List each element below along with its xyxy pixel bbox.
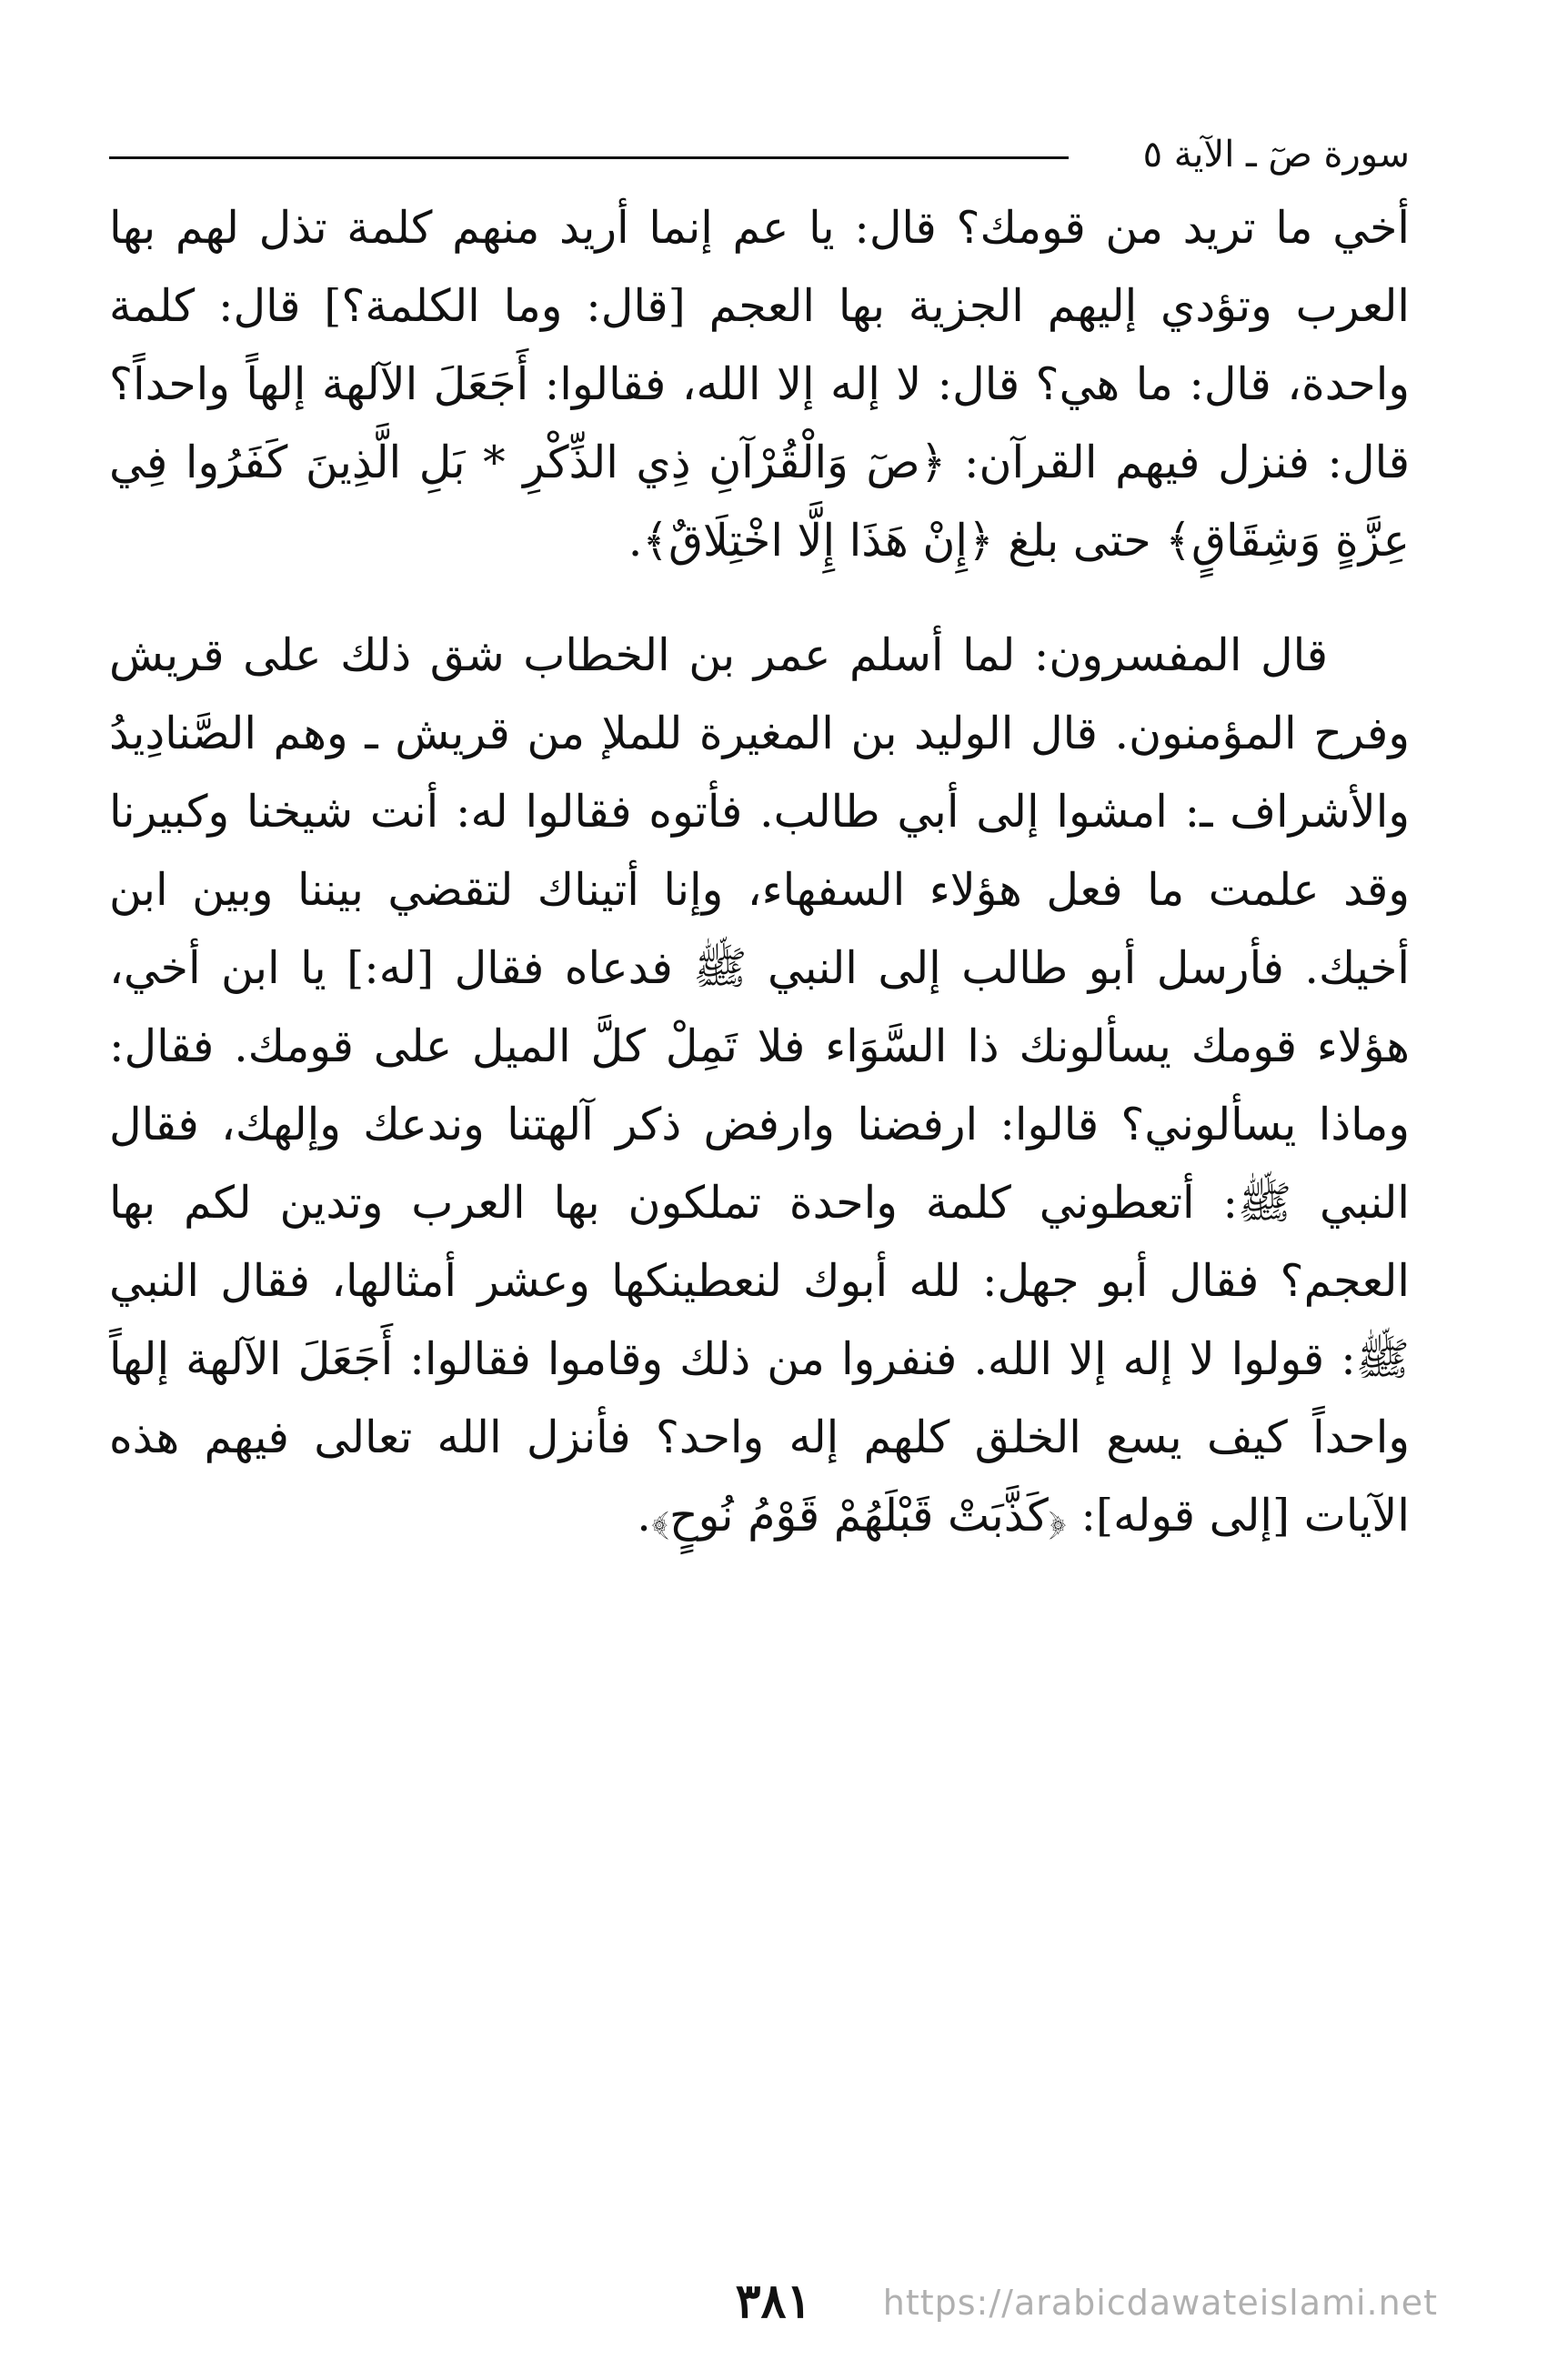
page-number: ٣٨١: [735, 2274, 812, 2329]
paragraph-1: أخي ما تريد من قومك؟ قال: يا عم إنما أريد منهم كلمة تذل لهم بها العرب وتؤدي إليهم الجزية بها العجم [قال: وما الكلمة؟] قال: كلمة واحدة، قال: ما هي؟ قال: لا إله إلا الله، فقالوا: أَجَعَلَ الآلهة إلهاً واحداً؟ قال: فنزل فيهم القرآن: ﴿صٓ وَالْقُرْآنِ ذِي الذِّكْرِ * بَلِ الَّذِينَ كَفَرُوا فِي عِزَّةٍ وَشِقَاقٍ﴾ حتى بلغ ﴿إِنْ هَذَا إِلَّا اخْتِلَاقٌ﴾.: [109, 202, 1410, 567]
body-text: [109, 189, 1410, 1555]
paragraph-2: قال المفسرون: لما أسلم عمر بن الخطاب شق ذلك على قريش وفرح المؤمنون. قال الوليد بن المغيرة للملإ من قريش ـ وهم الصَّنادِيدُ والأشراف ـ: امشوا إلى أبي طالب. فأتوه فقالوا له: أنت شيخنا وكبيرنا وقد علمت ما فعل هؤلاء السفهاء، وإنا أتيناك لتقضي بيننا وبين ابن أخيك. فأرسل أبو طالب إلى النبي ﷺ فدعاه فقال [له:] يا ابن أخي، هؤلاء قومك يسألونك ذا السَّوَاء فلا تَمِلْ كلَّ الميل على قومك. فقال: وماذا يسألوني؟ قالوا: ارفضنا وارفض ذكر آلهتنا وندعك وإلهك، فقال النبي ﷺ: أتعطوني كلمة واحدة تملكون بها العرب وتدين لكم بها العجم؟ فقال أبو جهل: لله أبوك لنعطينكها وعشر أمثالها، فقال النبي ﷺ: قولوا لا إله إلا الله. فنفروا من ذلك وقاموا فقالوا: أَجَعَلَ الآلهة إلهاً واحداً كيف يسع الخلق كلهم إله واحد؟ فأنزل الله تعالى فيهم هذه الآيات [إلى قوله]: ﴿كَذَّبَتْ قَبْلَهُمْ قَوْمُ نُوحٍ﴾.: [109, 629, 1410, 1541]
running-header: [109, 127, 1410, 182]
header-rule: [109, 156, 1069, 159]
watermark-url: https://arabicdawateislami.net: [882, 2283, 1438, 2323]
surah-verse-heading: سورة صٓ ـ الآية ٥: [1142, 134, 1410, 176]
